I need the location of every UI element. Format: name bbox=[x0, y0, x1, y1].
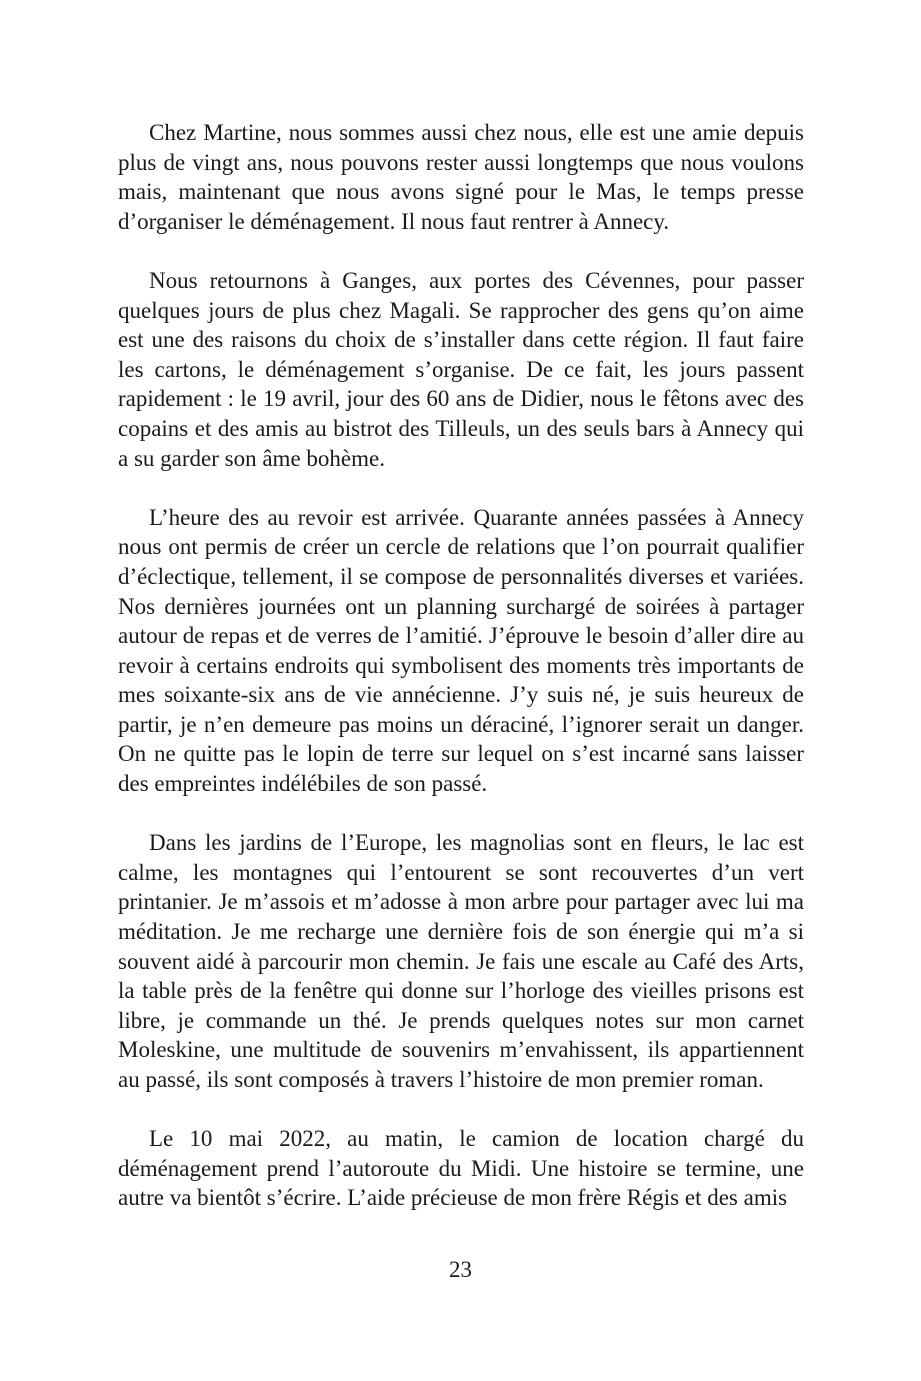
paragraph-2: Nous retournons à Ganges, aux portes des Cévennes, pour passer quelques jours de plus chez Magali. Se rapprocher des gens qu’on aime est une des raisons du choix de s’installer dans cette région. Il faut faire les cartons, le déménagement s’organise. De ce fait, les jours passent rapidement : le 19 avril, jour des 60 ans de Didier, nous le fêtons avec des copains et des amis au bistrot des Tilleuls, un des seuls bars à Annecy qui a su garder son âme bohème. bbox=[118, 267, 804, 471]
paragraph-4: Dans les jardins de l’Europe, les magnolias sont en fleurs, le lac est calme, les montagnes qui l’entourent se sont recouvertes d’un vert printanier. Je m’assois et m’adosse à mon arbre pour partager avec lui ma méditation. Je me recharge une dernière fois de son énergie qui m’a si souvent aidé à parcourir mon chemin. Je fais une escale au Café des Arts, la table près de la fenêtre qui donne sur l’horloge des vieilles prisons est libre, je commande un thé. Je prends quelques notes sur mon carnet Moleskine, une multitude de souvenirs m’envahissent, ils appartiennent au passé, ils sont composés à travers l’histoire de mon premier roman. bbox=[118, 830, 804, 1092]
body-text bbox=[118, 118, 804, 1213]
paragraph-1: Chez Martine, nous sommes aussi chez nous, elle est une amie depuis plus de vingt ans, nous pouvons rester aussi longtemps que nous voulons mais, maintenant que nous avons signé pour le Mas, le temps presse d’organiser le déménagement. Il nous faut rentrer à Annecy. bbox=[118, 120, 804, 234]
paragraph-3: L’heure des au revoir est arrivée. Quarante années passées à Annecy nous ont permis de créer un cercle de relations que l’on pourrait qualifier d’éclectique, tellement, il se compose de personnalités diverses et variées. Nos dernières journées ont un planning surchargé de soirées à partager autour de repas et de verres de l’amitié. J’éprouve le besoin d’aller dire au revoir à certains endroits qui symbolisent des moments très importants de mes soixante-six ans de vie annécienne. J’y suis né, je suis heureux de partir, je n’en demeure pas moins un déraciné, l’ignorer serait un danger. On ne quitte pas le lopin de terre sur lequel on s’est incarné sans laisser des empreintes indélébiles de son passé. bbox=[118, 504, 804, 797]
page-number: 23 bbox=[449, 1257, 472, 1282]
paragraph-5: Le 10 mai 2022, au matin, le camion de location chargé du déménagement prend l’autoroute du Midi. Une histoire se termine, une autre va bientôt s’écrire. L’aide précieuse de mon frère Régis et des amis bbox=[118, 1126, 804, 1211]
